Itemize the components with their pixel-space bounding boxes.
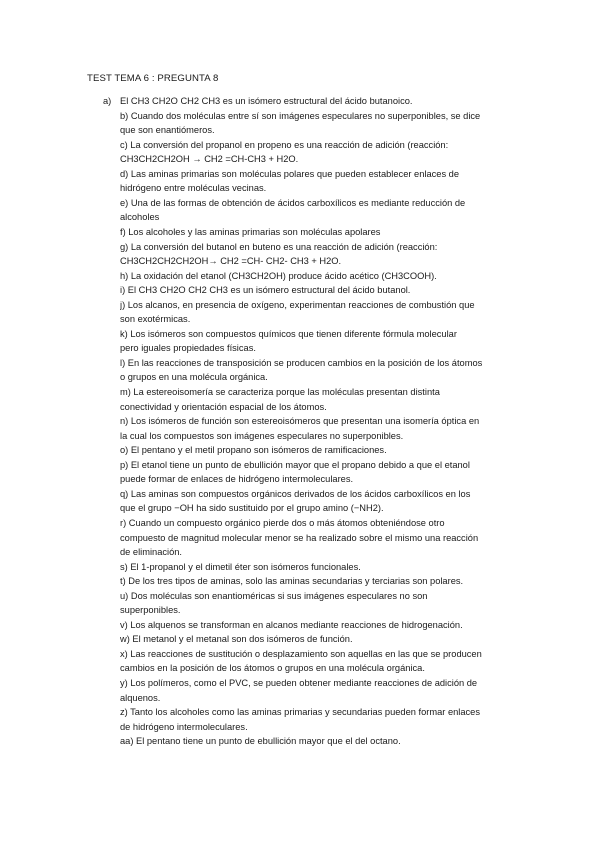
statement-line: s) El 1-propanol y el dimetil éter son isómeros funcionales. bbox=[120, 561, 361, 572]
statement-line: superponibles. bbox=[120, 605, 181, 616]
statement-line: pero iguales propiedades físicas. bbox=[120, 343, 256, 354]
statement-line: p) El etanol tiene un punto de ebullición mayor que el propano debido a que el etanol bbox=[120, 459, 470, 470]
statement-line: de hidrógeno intermoleculares. bbox=[120, 721, 248, 732]
statement-line: compuesto de magnitud molecular menor se ha realizado sobre el mismo una reacción bbox=[120, 532, 479, 543]
statement-line: j) Los alcanos, en presencia de oxígeno, experimentan reacciones de combustión que bbox=[120, 299, 475, 310]
statement-line: la cual los compuestos son imágenes especulares no superponibles. bbox=[120, 430, 404, 441]
statement-line: cambios en la posición de los átomos o grupos en una molécula orgánica. bbox=[120, 663, 425, 674]
statement-line: d) Las aminas primarias son moléculas polares que pueden establecer enlaces de bbox=[120, 168, 460, 179]
statement-line: que son enantiómeros. bbox=[120, 125, 215, 136]
statement-line: m) La estereoisomería se caracteriza porque las moléculas presentan distinta bbox=[120, 387, 440, 397]
statement-line: x) Las reacciones de sustitución o desplazamiento son aquellas en las que se producen bbox=[120, 648, 482, 659]
statement-line: alquenos. bbox=[120, 692, 161, 703]
statement-line: o grupos en una molécula orgánica. bbox=[120, 372, 268, 383]
statement-line: g) La conversión del butanol en buteno es una reacción de adición (reacción: bbox=[120, 241, 438, 252]
statement-line: w) El metanol y el metanal son dos isómeros de función. bbox=[120, 634, 353, 645]
statement-line: v) Los alquenos se transforman en alcanos mediante reacciones de hidrogenación. bbox=[120, 619, 463, 630]
statement-line: aa) El pentano tiene un punto de ebullición mayor que el del octano. bbox=[120, 736, 401, 747]
statement-line: e) Una de las formas de obtención de ácidos carboxílicos es mediante reducción de bbox=[120, 197, 466, 208]
statement-line: CH3CH2CH2CH2OH→ CH2 =CH- CH2- CH3 + H2O. bbox=[120, 256, 342, 267]
list-marker: a) bbox=[103, 96, 112, 106]
statement-line: q) Las aminas son compuestos orgánicos derivados de los ácidos carboxílicos en los bbox=[120, 488, 471, 499]
statement-line: de eliminación. bbox=[120, 547, 183, 558]
statement-line: que el grupo −OH ha sido sustituido por el grupo amino (−NH2). bbox=[120, 503, 384, 514]
statement-line: n) Los isómeros de función son estereoisómeros que presentan una isomería óptica en bbox=[120, 416, 480, 427]
statement-line: u) Dos moléculas son enantioméricas si sus imágenes especulares no son bbox=[120, 590, 428, 601]
statement-line: conectividad y orientación espacial de los átomos. bbox=[120, 401, 327, 412]
statement-line: h) La oxidación del etanol (CH3CH2OH) produce ácido acético (CH3COOH). bbox=[120, 270, 437, 281]
statement-line: son exotérmicas. bbox=[120, 314, 191, 325]
statement-line: l) En las reacciones de transposición se producen cambios en la posición de los átomos bbox=[120, 357, 483, 368]
statement-line: o) El pentano y el metil propano son isómeros de ramificaciones. bbox=[120, 445, 387, 456]
statement-line: f) Los alcoholes y las aminas primarias son moléculas apolares bbox=[120, 226, 381, 237]
statement-line: r) Cuando un compuesto orgánico pierde dos o más átomos obteniéndose otro bbox=[120, 517, 445, 528]
statement-line: c) La conversión del propanol en propeno es una reacción de adición (reacción: bbox=[120, 139, 449, 150]
statement-line: k) Los isómeros son compuestos químicos que tienen diferente fórmula molecular bbox=[120, 328, 457, 339]
statement-line: El CH3 CH2O CH2 CH3 es un isómero estructural del ácido butanoico. bbox=[120, 96, 413, 106]
statement-line: i) El CH3 CH2O CH2 CH3 es un isómero estructural del ácido butanol. bbox=[120, 285, 411, 296]
statement-line: CH3CH2CH2OH → CH2 =CH-CH3 + H2O. bbox=[120, 154, 299, 165]
statement-line: t) De los tres tipos de aminas, solo las aminas secundarias y terciarias son polares. bbox=[120, 576, 464, 587]
statement-line: y) Los polímeros, como el PVC, se pueden obtener mediante reacciones de adición de bbox=[120, 678, 478, 688]
statement-line: alcoholes bbox=[120, 212, 160, 223]
statement-line: hidrógeno entre moléculas vecinas. bbox=[120, 183, 267, 194]
page-heading: TEST TEMA 6 : PREGUNTA 8 bbox=[87, 73, 219, 84]
statement-line: z) Tanto los alcoholes como las aminas primarias y secundarias pueden formar enlaces bbox=[120, 707, 480, 718]
statement-line: b) Cuando dos moléculas entre sí son imágenes especulares no superponibles, se dice bbox=[120, 110, 481, 121]
statement-line: puede formar de enlaces de hidrógeno intermoleculares. bbox=[120, 474, 354, 485]
